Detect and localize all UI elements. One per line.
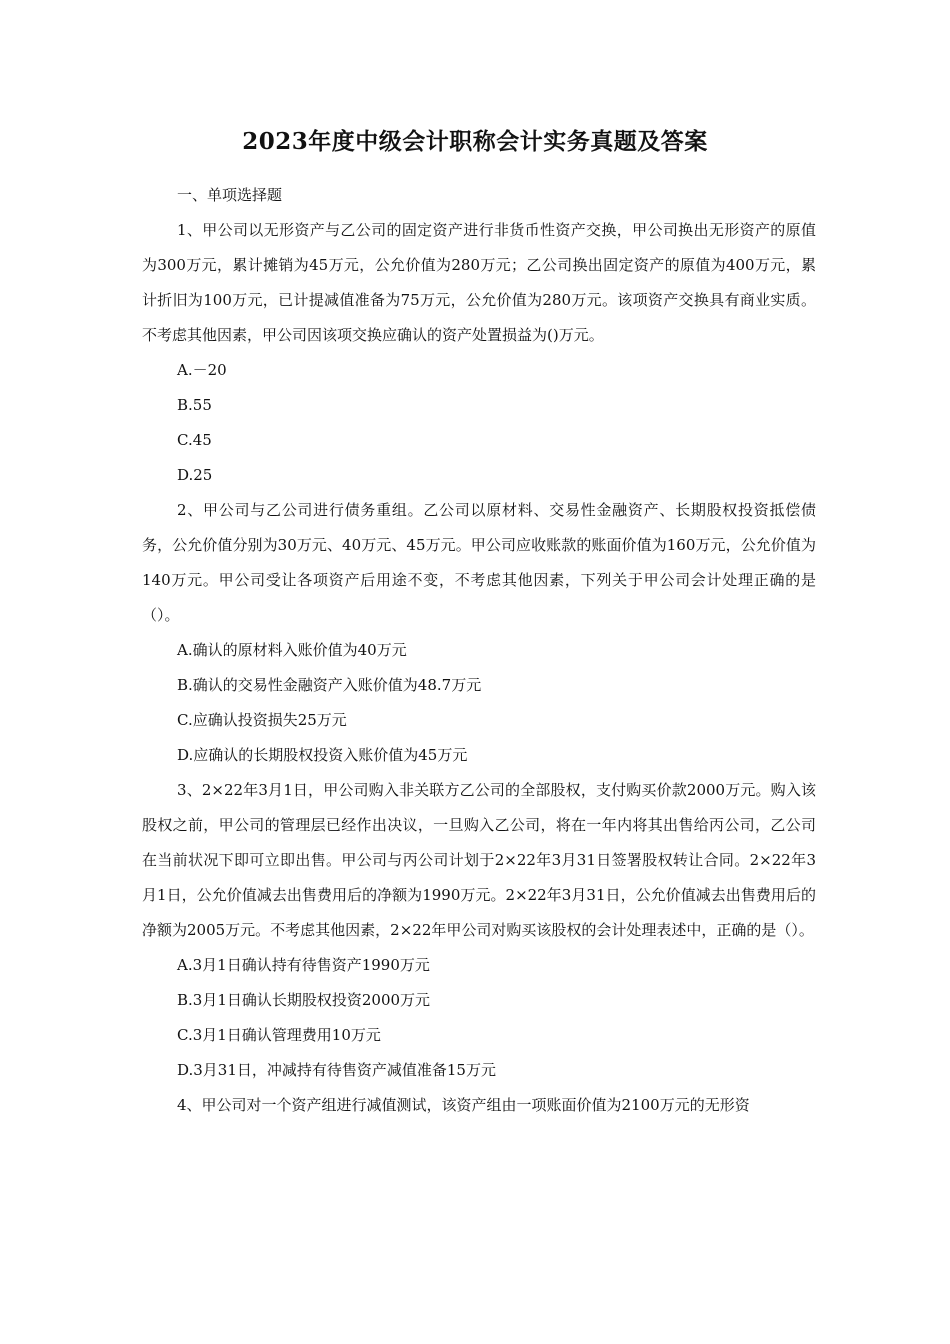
- document-body: [142, 178, 816, 1123]
- question-option: D.应确认的长期股权投资入账价值为45万元: [177, 746, 468, 764]
- question-option: C.3月1日确认管理费用10万元: [177, 1026, 381, 1044]
- question-stem: 2、甲公司与乙公司进行债务重组。乙公司以原材料、交易性金融资产、长期股权投资抵偿债务，公允价值分别为30万元、40万元、45万元。甲公司应收账款的账面价值为160万元，公允价值为140万元。甲公司受让各项资产后用途不变，不考虑其他因素，下列关于甲公司会计处理正确的是（）。: [142, 501, 816, 624]
- question-option: A.－20: [177, 361, 227, 379]
- question-option: B.3月1日确认长期股权投资2000万元: [177, 991, 431, 1009]
- section-heading: 一、单项选择题: [177, 186, 283, 204]
- question-stem: 1、甲公司以无形资产与乙公司的固定资产进行非货币性资产交换，甲公司换出无形资产的原值为300万元，累计摊销为45万元，公允价值为280万元；乙公司换出固定资产的原值为400万元，累计折旧为100万元，已计提减值准备为75万元，公允价值为280万元。该项资产交换具有商业实质。不考虑其他因素，甲公司因该项交换应确认的资产处置损益为()万元。: [142, 221, 816, 344]
- question-option: D.3月31日，冲减持有待售资产减值准备15万元: [177, 1061, 496, 1079]
- question-option: C.应确认投资损失25万元: [177, 711, 347, 729]
- question-option: B.确认的交易性金融资产入账价值为48.7万元: [177, 676, 482, 694]
- question-option: D.25: [177, 466, 213, 484]
- question-option: B.55: [177, 396, 212, 414]
- question-option: A.3月1日确认持有待售资产1990万元: [177, 956, 430, 974]
- document-title: 2023年度中级会计职称会计实务真题及答案: [242, 128, 708, 155]
- question-stem: 4、甲公司对一个资产组进行减值测试，该资产组由一项账面价值为2100万元的无形资: [177, 1096, 750, 1114]
- question-option: A.确认的原材料入账价值为40万元: [177, 641, 407, 659]
- question-option: C.45: [177, 431, 212, 449]
- question-stem: 3、2×22年3月1日，甲公司购入非关联方乙公司的全部股权，支付购买价款2000万元。购入该股权之前，甲公司的管理层已经作出决议，一旦购入乙公司，将在一年内将其出售给丙公司，乙公司在当前状况下即可立即出售。甲公司与丙公司计划于2×22年3月31日签署股权转让合同。2×22年3月1日，公允价值减去出售费用后的净额为1990万元。2×22年3月31日，公允价值减去出售费用后的净额为2005万元。不考虑其他因素，2×22年甲公司对购买该股权的会计处理表述中，正确的是（）。: [142, 781, 816, 939]
